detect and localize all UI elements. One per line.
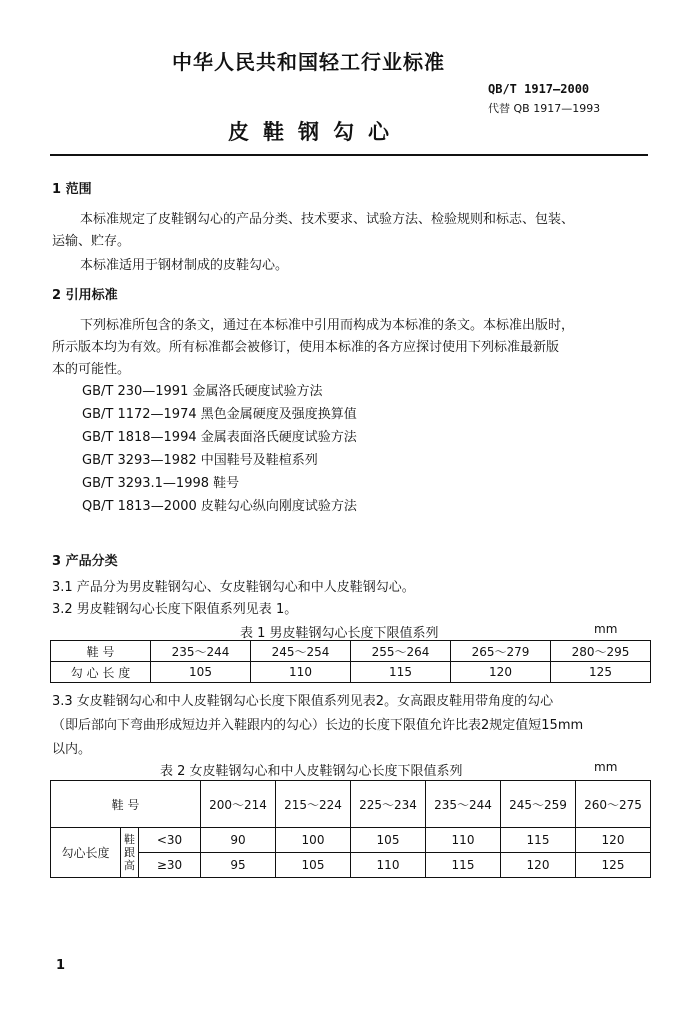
table-2-length-cell: 115 [501, 828, 576, 853]
reference-item: GB/T 230—1991 金属洛氏硬度试验方法 [82, 384, 323, 399]
table-row [51, 641, 651, 662]
table-2-length-label: 勾心长度 [51, 828, 121, 878]
scope-paragraph-2: 本标准适用于钢材制成的皮鞋勾心。 [80, 258, 289, 273]
table-row [51, 781, 651, 828]
table-1-caption: 表 1 男皮鞋钢勾心长度下限值系列 [240, 626, 439, 641]
table-2-size-cell: 225～234 [351, 781, 426, 828]
header-divider [50, 154, 648, 156]
clause-3-3-line-1: 3.3 女皮鞋钢勾心和中人皮鞋钢勾心长度下限值系列见表2。女高跟皮鞋用带角度的勾心 [52, 694, 554, 709]
table-1-unit: mm [594, 622, 618, 636]
table-1-length-cell: 110 [251, 662, 351, 683]
table-2-length-cell: 100 [276, 828, 351, 853]
table-2-size-cell: 215～224 [276, 781, 351, 828]
table-2-length-cell: 110 [426, 828, 501, 853]
section-1-heading: 1 范围 [52, 182, 92, 197]
table-2-heel-label: 鞋跟高 [121, 828, 139, 878]
page-number: 1 [56, 958, 66, 973]
table-2 [50, 780, 651, 878]
table-2-unit: mm [594, 760, 618, 774]
clause-3-2: 3.2 男皮鞋钢勾心长度下限值系列见表 1。 [52, 602, 298, 617]
table-2-size-cell: 235～244 [426, 781, 501, 828]
replaces-standard: 代替 QB 1917—1993 [488, 102, 601, 115]
table-2-size-cell: 200～214 [201, 781, 276, 828]
table-1 [50, 640, 651, 683]
table-row [51, 662, 651, 683]
reference-item: GB/T 1818—1994 金属表面洛氏硬度试验方法 [82, 430, 357, 445]
section-2-heading: 2 引用标准 [52, 288, 118, 303]
table-row [51, 828, 651, 853]
table-2-length-cell: 95 [201, 853, 276, 878]
table-2-heel-ge30: ≥30 [139, 853, 201, 878]
document-title: 皮鞋钢勾心 [228, 120, 403, 144]
table-1-length-cell: 120 [451, 662, 551, 683]
table-2-caption: 表 2 女皮鞋钢勾心和中人皮鞋钢勾心长度下限值系列 [160, 764, 463, 779]
table-2-length-cell: 115 [426, 853, 501, 878]
table-1-size-cell: 255～264 [351, 641, 451, 662]
standard-category-title: 中华人民共和国轻工行业标准 [172, 50, 445, 74]
refs-intro-line-3: 本的可能性。 [52, 362, 131, 377]
table-2-size-cell: 245～259 [501, 781, 576, 828]
reference-item: GB/T 1172—1974 黑色金属硬度及强度换算值 [82, 407, 357, 422]
reference-item: GB/T 3293—1982 中国鞋号及鞋楦系列 [82, 453, 318, 468]
table-2-length-cell: 90 [201, 828, 276, 853]
table-1-length-cell: 125 [551, 662, 651, 683]
table-2-length-cell: 105 [351, 828, 426, 853]
table-1-size-cell: 245～254 [251, 641, 351, 662]
table-1-row-label: 勾 心 长 度 [51, 662, 151, 683]
reference-item: QB/T 1813—2000 皮鞋勾心纵向刚度试验方法 [82, 499, 357, 514]
table-1-size-cell: 235～244 [151, 641, 251, 662]
table-2-length-cell: 120 [501, 853, 576, 878]
clause-3-1: 3.1 产品分为男皮鞋钢勾心、女皮鞋钢勾心和中人皮鞋钢勾心。 [52, 580, 415, 595]
refs-intro-line-1: 下列标准所包含的条文，通过在本标准中引用而构成为本标准的条文。本标准出版时， [80, 318, 575, 333]
scope-paragraph-line-1: 本标准规定了皮鞋钢勾心的产品分类、技术要求、试验方法、检验规则和标志、包装、 [80, 212, 575, 227]
table-2-heel-lt30: <30 [139, 828, 201, 853]
scope-paragraph-line-2: 运输、贮存。 [52, 234, 131, 249]
table-1-row-label: 鞋 号 [51, 641, 151, 662]
table-2-length-cell: 105 [276, 853, 351, 878]
table-row [51, 853, 651, 878]
clause-3-3-line-2: （即后部向下弯曲形成短边并入鞋跟内的勾心）长边的长度下限值允许比表2规定值短15mm [52, 718, 584, 733]
table-2-length-cell: 125 [576, 853, 651, 878]
table-2-length-cell: 120 [576, 828, 651, 853]
table-1-length-cell: 105 [151, 662, 251, 683]
table-1-size-cell: 280～295 [551, 641, 651, 662]
standard-code: QB/T 1917—2000 [488, 82, 590, 96]
table-2-size-cell: 260～275 [576, 781, 651, 828]
table-1-size-cell: 265～279 [451, 641, 551, 662]
table-1-length-cell: 115 [351, 662, 451, 683]
section-3-heading: 3 产品分类 [52, 554, 118, 569]
table-2-length-cell: 110 [351, 853, 426, 878]
table-2-size-label: 鞋 号 [51, 781, 201, 828]
reference-item: GB/T 3293.1—1998 鞋号 [82, 476, 240, 491]
clause-3-3-line-3: 以内。 [52, 742, 92, 757]
refs-intro-line-2: 所示版本均为有效。所有标准都会被修订，使用本标准的各方应探讨使用下列标准最新版 [52, 340, 560, 355]
